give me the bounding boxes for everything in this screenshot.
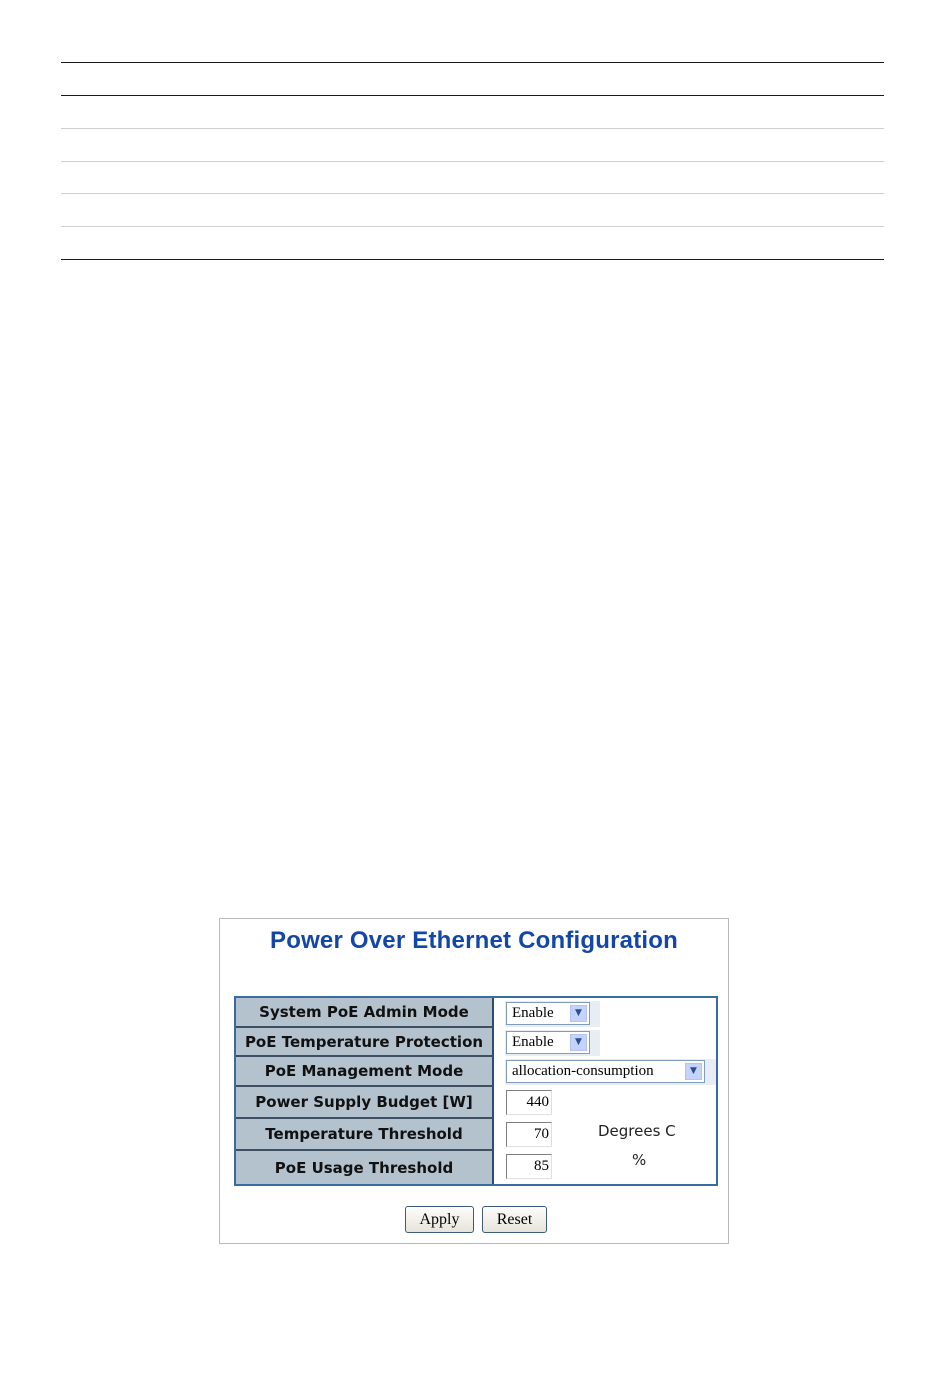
management-mode-label: PoE Management Mode — [236, 1057, 494, 1087]
temp-threshold-input[interactable]: 70 — [506, 1122, 552, 1147]
chevron-down-icon[interactable]: ▼ — [570, 1034, 587, 1051]
temp-threshold-unit: Degrees C — [598, 1122, 676, 1140]
management-mode-select[interactable] — [506, 1060, 705, 1083]
reset-button[interactable]: Reset — [482, 1206, 547, 1233]
power-budget-label: Power Supply Budget [W] — [236, 1087, 494, 1119]
temp-protection-select[interactable] — [506, 1031, 590, 1054]
admin-mode-value: Enable — [512, 1005, 554, 1021]
usage-threshold-unit: % — [632, 1151, 647, 1169]
chevron-down-icon[interactable]: ▼ — [685, 1063, 702, 1080]
row-temp-protection — [236, 1028, 716, 1057]
row-management-mode — [236, 1057, 716, 1087]
table-rule — [61, 128, 884, 129]
admin-mode-select[interactable] — [506, 1002, 590, 1025]
table-rule — [61, 161, 884, 162]
admin-mode-label: System PoE Admin Mode — [236, 998, 494, 1028]
table-rule — [61, 259, 884, 260]
apply-button[interactable]: Apply — [405, 1206, 474, 1233]
row-temp-threshold — [236, 1119, 716, 1151]
usage-threshold-input[interactable]: 85 — [506, 1154, 552, 1179]
page-title: Power Over Ethernet Configuration — [270, 927, 678, 954]
row-admin-mode — [236, 998, 716, 1028]
row-power-budget — [236, 1087, 716, 1119]
power-budget-input[interactable]: 440 — [506, 1090, 552, 1115]
poe-config-form — [234, 996, 718, 1186]
table-rule — [61, 226, 884, 227]
management-mode-value: allocation-consumption — [512, 1063, 654, 1079]
table-rule — [61, 193, 884, 194]
table-rule — [61, 95, 884, 96]
chevron-down-icon[interactable]: ▼ — [570, 1005, 587, 1022]
usage-threshold-label: PoE Usage Threshold — [236, 1151, 494, 1184]
row-usage-threshold — [236, 1151, 716, 1184]
poe-config-panel — [219, 918, 729, 1244]
temp-protection-label: PoE Temperature Protection — [236, 1028, 494, 1057]
temp-threshold-label: Temperature Threshold — [236, 1119, 494, 1151]
temp-protection-value: Enable — [512, 1034, 554, 1050]
table-rule — [61, 62, 884, 63]
